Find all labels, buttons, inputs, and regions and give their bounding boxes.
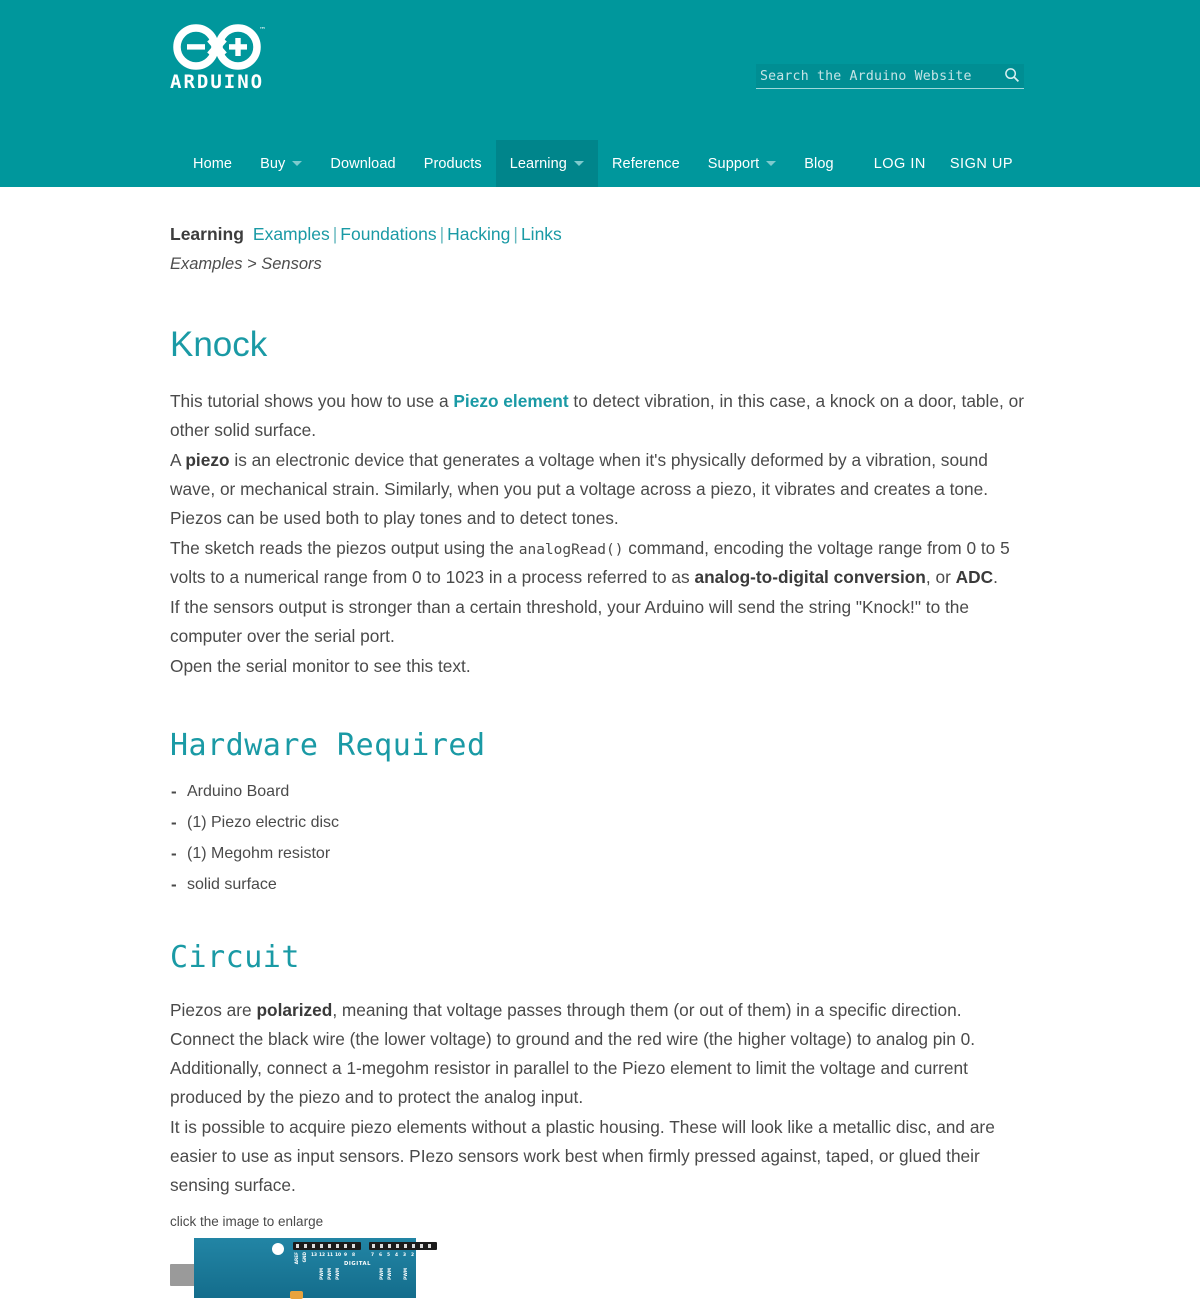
pin-label-4: 4 [395,1253,399,1259]
pin-label-3: 3 [403,1253,407,1259]
pwm-mark: PWM [403,1268,408,1281]
nav-label: Products [423,155,482,172]
adc-bold-term: analog-to-digital conversion [694,566,926,587]
pin-label-10: 10 [335,1253,342,1259]
breadcrumb-link-links[interactable]: Links [520,224,562,244]
piezo-text-2: is an electronic device that generates a voltage when it's physically deformed by a vibration, sound wave, or mechanical strain. Similarly, when you put a voltage across a piezo, it vibrates and creates a tone. Piezos can be used both to play tones and to detect tones. [170,449,989,528]
hardware-required-heading: Hardware Required [170,728,486,764]
list-item: - Arduino Board [170,784,1030,800]
analog-read-code: analogRead() [518,541,624,558]
list-item: - (1) Megohm resistor [170,846,1030,862]
breadcrumb-separator: | [439,224,445,244]
pin-label-rx: RX [427,1252,432,1259]
arduino-logo[interactable] [170,22,270,92]
pwm-mark: PWM [379,1268,384,1281]
nav-label: Reference [611,155,680,172]
enlarge-note: click the image to enlarge [170,1214,324,1230]
adc-abbrev: ADC [955,566,994,587]
page-title: Knock [170,325,268,365]
sketch-text-1: The sketch reads the piezos output using the [170,537,519,558]
threshold-paragraph: If the sensors output is stronger than a certain threshold, your Arduino will send the string "Knock!" to the computer over the serial port. [170,596,970,646]
piezo-bold-term: piezo [185,449,230,470]
serial-monitor-paragraph: Open the serial monitor to see this text. [170,656,471,677]
pin-label-5: 5 [387,1253,391,1259]
sketch-text-3: , or [925,566,956,587]
arduino-wordmark: ARDUINO [170,71,265,93]
nav-item-support[interactable] [694,140,791,187]
piezo-paragraph [170,446,1030,533]
pin-label-2: 2 [411,1253,415,1259]
pin-label-8: 8 [352,1253,356,1259]
main-navigation [170,140,1030,187]
nav-item-download[interactable] [316,140,409,187]
pin-label-11: 11 [327,1253,334,1259]
intro-text-after: to detect vibration, in this case, a knock on a door, table, or other solid surface. [170,390,1024,440]
main-content [170,187,1030,1298]
sign-up-button[interactable]: SIGN UP [949,155,1013,172]
chevron-down-icon [574,161,584,166]
digital-header-right [369,1242,437,1250]
nav-primary-items [179,140,848,187]
nav-label: Support [707,155,760,172]
piezo-element-link[interactable]: Piezo element [453,390,569,411]
search-icon[interactable] [1004,67,1020,83]
breadcrumb-separator: | [513,224,518,244]
pwm-mark: PWM [387,1268,392,1281]
pin-label-12: 12 [319,1253,326,1259]
breadcrumb [170,221,1030,248]
breadcrumb-section-label: Learning [170,224,244,244]
pwm-mark: PWM [335,1268,340,1281]
chevron-down-icon [766,161,776,166]
pin-label-7: 7 [371,1253,375,1259]
site-header [0,0,1200,187]
pin-label-9: 9 [344,1253,348,1259]
search-container [756,64,1024,89]
nav-label: Blog [804,155,834,172]
nav-auth-items [862,140,1025,187]
polarized-text-2: , meaning that voltage passes through them (or out of them) in a specific direction. Connect the black wire (the lower voltage) to ground and the red wire (the higher voltage) to analog pin 0. Additionally, connect a 1-megohm resistor in parallel to the Piezo element to limit the voltage and current produced by the piezo and to protect the analog input. [170,1000,976,1108]
list-item: - (1) Piezo electric disc [170,815,1030,831]
pin-label-6: 6 [379,1253,383,1259]
pwm-mark: PWM [327,1268,332,1281]
nav-label: Buy [260,155,286,172]
polarized-bold-term: polarized [256,1000,333,1021]
intro-text-before: This tutorial shows you how to use a [170,390,454,411]
circuit-diagram-image[interactable] [194,1238,438,1298]
polarized-paragraph [170,996,1030,1112]
digital-section-label: DIGITAL [344,1261,372,1268]
log-in-button[interactable]: LOG IN [873,155,926,172]
piezo-text-1: A [170,449,186,470]
pwm-mark: PWM [319,1268,324,1281]
sketch-paragraph [170,534,1030,592]
sketch-text-2: command, encoding the voltage range from 0 to 5 volts to a numerical range from 0 to 1023 in a process referred to as [170,537,1010,587]
nav-label: Learning [509,155,567,172]
nav-item-blog[interactable] [790,140,847,187]
polarized-text-1: Piezos are [170,1000,257,1021]
breadcrumb-path: Examples > Sensors [170,255,322,274]
housing-paragraph: It is possible to acquire piezo elements without a plastic housing. These will look like a metallic disc, and are easier to use as input sensors. PIezo sensors work best when firmly pressed against, taped, or glued their sensing surface. [170,1117,995,1196]
nav-item-buy[interactable] [246,140,316,187]
breadcrumb-link-hacking[interactable]: Hacking [447,224,511,244]
pin-label-tx: TX [419,1252,424,1259]
digital-header-left [293,1242,361,1250]
chevron-down-icon [292,161,302,166]
intro-paragraph [170,387,1030,445]
circuit-heading: Circuit [170,940,300,976]
sketch-text-4: . [993,566,998,587]
pin-label-gnd: GND [302,1252,307,1263]
hardware-required-list [170,784,1030,893]
nav-label: Home [193,155,233,172]
breadcrumb-link-foundations[interactable]: Foundations [340,224,437,244]
arduino-board-graphic [194,1238,432,1298]
breadcrumb-link-examples[interactable]: Examples [252,224,330,244]
pin-label-aref: AREF [294,1252,299,1265]
nav-label: Download [330,155,396,172]
nav-item-reference[interactable] [598,140,694,187]
search-box[interactable] [756,64,1024,89]
svg-text:™: ™ [259,26,266,34]
nav-item-learning[interactable] [496,140,598,187]
nav-item-home[interactable] [179,140,246,187]
arduino-infinity-logo-icon [170,22,268,72]
pin-label-13: 13 [311,1253,318,1259]
breadcrumb-separator: | [332,224,338,244]
nav-item-products[interactable] [410,140,496,187]
list-item: - solid surface [170,877,1030,893]
search-input[interactable] [756,65,1024,88]
orange-component [290,1291,303,1299]
